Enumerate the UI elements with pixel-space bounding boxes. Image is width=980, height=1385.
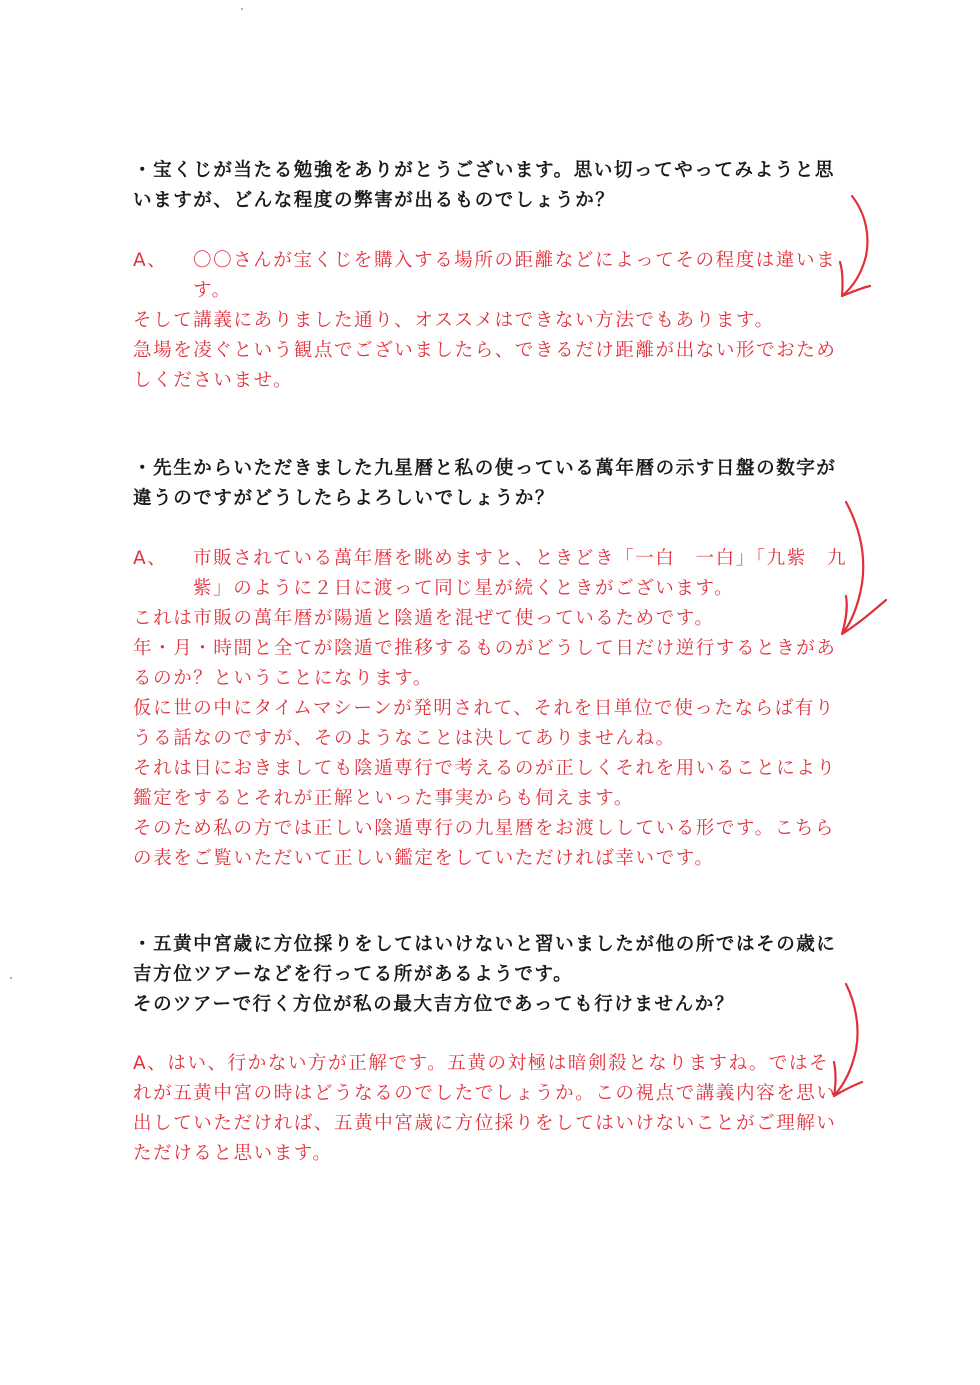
arrow-1-icon (840, 196, 870, 296)
question-3-line-3: そのツアーで行く方位が私の最大吉方位であっても行けませんか？ (133, 994, 735, 1015)
scan-speck (10, 977, 12, 979)
answer-2-line-10: そのため私の方では正しい陰遁専行の九星暦をお渡ししている形です。こちら (133, 818, 836, 839)
answer-3-line-3: 出していただければ、五黄中宮歳に方位採りをしてはいけないことがご理解い (133, 1113, 837, 1134)
question-1-line-1: ・宝くじが当たる勉強をありがとうございます。思い切ってやってみようと思 (133, 160, 836, 181)
answer-2-line-2: 紫」のように２日に渡って同じ星が続くときがございます。 (193, 578, 735, 599)
answer-3-line-4: ただけると思います。 (133, 1143, 333, 1164)
answer-2-text-1: 市販されている萬年暦を眺めますと、ときどき「一白 一白」「九紫 九 (193, 548, 848, 569)
answer-2-line-4: 年・月・時間と全てが陰遁で推移するものがどうして日だけ逆行するときがあ (133, 638, 837, 659)
answer-1-line-2: す。 (193, 280, 232, 301)
answer-2-line-9: 鑑定をするとそれが正解といった事実からも伺えます。 (133, 788, 635, 809)
question-2-line-1: ・先生からいただきました九星暦と私の使っている萬年暦の示す日盤の数字が (133, 458, 837, 479)
arrow-3-icon (834, 984, 862, 1096)
answer-1-line-4: 急場を凌ぐという観点でございましたら、できるだけ距離が出ない形でおため (133, 340, 837, 361)
answer-2-line-5: るのか？ということになります。 (133, 668, 434, 689)
answer-2-line-8: それは日におきましても陰遁専行で考えるのが正しくそれを用いることにより (133, 758, 837, 779)
question-3-line-2: 吉方位ツアーなどを行ってる所があるようです。 (133, 964, 574, 985)
answer-2-line-6: 仮に世の中にタイムマシーンが発明されて、それを日単位で使ったならば有り (133, 698, 836, 719)
answer-2-line-7: うる話なのですが、そのようなことは決してありませんね。 (133, 728, 676, 749)
answer-1-marker: A、 (133, 250, 168, 271)
question-3-line-1: ・五黄中宮歳に方位採りをしてはいけないと習いましたが他の所ではその歳に (133, 934, 837, 955)
scan-speck (241, 8, 243, 10)
question-1-line-2: いますが、どんな程度の弊害が出るものでしょうか？ (133, 190, 616, 211)
arrow-2-icon (842, 502, 886, 634)
answer-2-line-11: の表をご覧いただいて正しい鑑定をしていただければ幸いです。 (133, 848, 715, 869)
answer-2-line-3: これは市販の萬年暦が陽遁と陰遁を混ぜて使っているためです。 (133, 608, 715, 629)
answer-1-text-1: 〇〇さんが宝くじを購入する場所の距離などによってその程度は違いま (193, 250, 837, 271)
answer-2-marker: A、 (133, 548, 168, 569)
answer-1-line-3: そして講義にありました通り、オススメはできない方法でもあります。 (133, 310, 775, 331)
answer-3-line-2: れが五黄中宮の時はどうなるのでしたでしょうか。この視点で講義内容を思い (133, 1083, 837, 1104)
question-2-line-2: 違うのですがどうしたらよろしいでしょうか？ (133, 488, 556, 509)
answer-1-line-5: しくださいませ。 (133, 370, 294, 391)
answer-3-line-1: A、はい、行かない方が正解です。五黄の対極は暗剣殺となりますね。ではそ (133, 1053, 830, 1074)
